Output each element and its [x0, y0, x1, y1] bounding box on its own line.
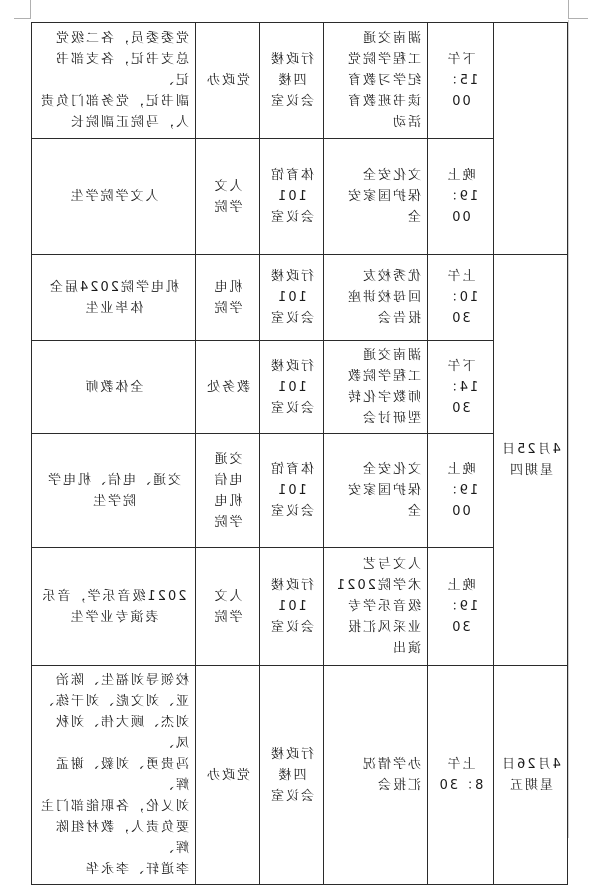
- organizer-cell: 人文 学院: [196, 139, 260, 255]
- time-cell: 上午 8：30: [428, 666, 494, 885]
- participants-cell: 校领导刘福生、陈治 亚、刘文彪、刘干练、 刘杰、顾大伟、刘秋凤、 冯贵勇、刘毅、谢孟辉、 刘乂伦，各职能部门主 要负责人，教材组陈辉、 李道轩、李永华: [32, 666, 196, 885]
- schedule-table: [31, 22, 568, 885]
- time-cell: 下午 15：00: [428, 23, 494, 139]
- date-cell: 4月26日 星期五: [494, 666, 568, 885]
- date-cell-continued: [494, 23, 568, 255]
- place-cell: 体育馆 101 会议室: [260, 434, 324, 548]
- time-cell: 晚上 19：30: [428, 548, 494, 666]
- place-cell: 行政楼 101 会议室: [260, 341, 324, 434]
- organizer-cell: 人文 学院: [196, 548, 260, 666]
- content-cell: 优秀校友 回母校讲座 报告会: [324, 255, 428, 341]
- content-cell: 湖南交通 工程学院党 纪学习教育 读书班教育 活动: [324, 23, 428, 139]
- organizer-cell: 党政办: [196, 23, 260, 139]
- content-cell: 文化安全 保护国家安 全: [324, 139, 428, 255]
- date-cell: 4月25日 星期四: [494, 255, 568, 666]
- table-row: [32, 434, 568, 548]
- participants-cell: 机电学院2024届全 体毕业生: [32, 255, 196, 341]
- content-cell: 办学情况 汇报会: [324, 666, 428, 885]
- place-cell: 行政楼 四楼 会议室: [260, 23, 324, 139]
- participants-cell: 人文学院学生: [32, 139, 196, 255]
- participants-cell: 全体教师: [32, 341, 196, 434]
- table-row: [32, 255, 568, 341]
- place-cell: 行政楼 101 会议室: [260, 255, 324, 341]
- participants-cell: 2021级音乐学，音乐 表演专业学生: [32, 548, 196, 666]
- time-cell: 下午 14：30: [428, 341, 494, 434]
- participants-cell: 党委委员，各二级党 总支书记，各支部书记、 副书记，党务部门负责 人，马院正副院长: [32, 23, 196, 139]
- organizer-cell: 机电 学院: [196, 255, 260, 341]
- table-row: [32, 139, 568, 255]
- time-cell: 上午 10：30: [428, 255, 494, 341]
- content-cell: 文化安全 保护国家安 全: [324, 434, 428, 548]
- table-row: [32, 341, 568, 434]
- content-cell: 人文与艺 术学院2021 级音乐学专 业采风汇报 演出: [324, 548, 428, 666]
- participants-cell: 交通、电信、机电学 院学生: [32, 434, 196, 548]
- time-cell: 晚上 19：00: [428, 139, 494, 255]
- place-cell: 体育馆 101 会议室: [260, 139, 324, 255]
- table-row: [32, 548, 568, 666]
- place-cell: 行政楼 四楼 会议室: [260, 666, 324, 885]
- content-cell: 湖南交通 工程学院教 师数字化转 型研讨会: [324, 341, 428, 434]
- organizer-cell: 交通 电信 机电 学院: [196, 434, 260, 548]
- place-cell: 行政楼 101 会议室: [260, 548, 324, 666]
- table-row: [32, 666, 568, 885]
- organizer-cell: 党政办: [196, 666, 260, 885]
- table-row: [32, 23, 568, 139]
- organizer-cell: 教务处: [196, 341, 260, 434]
- time-cell: 晚上 19：00: [428, 434, 494, 548]
